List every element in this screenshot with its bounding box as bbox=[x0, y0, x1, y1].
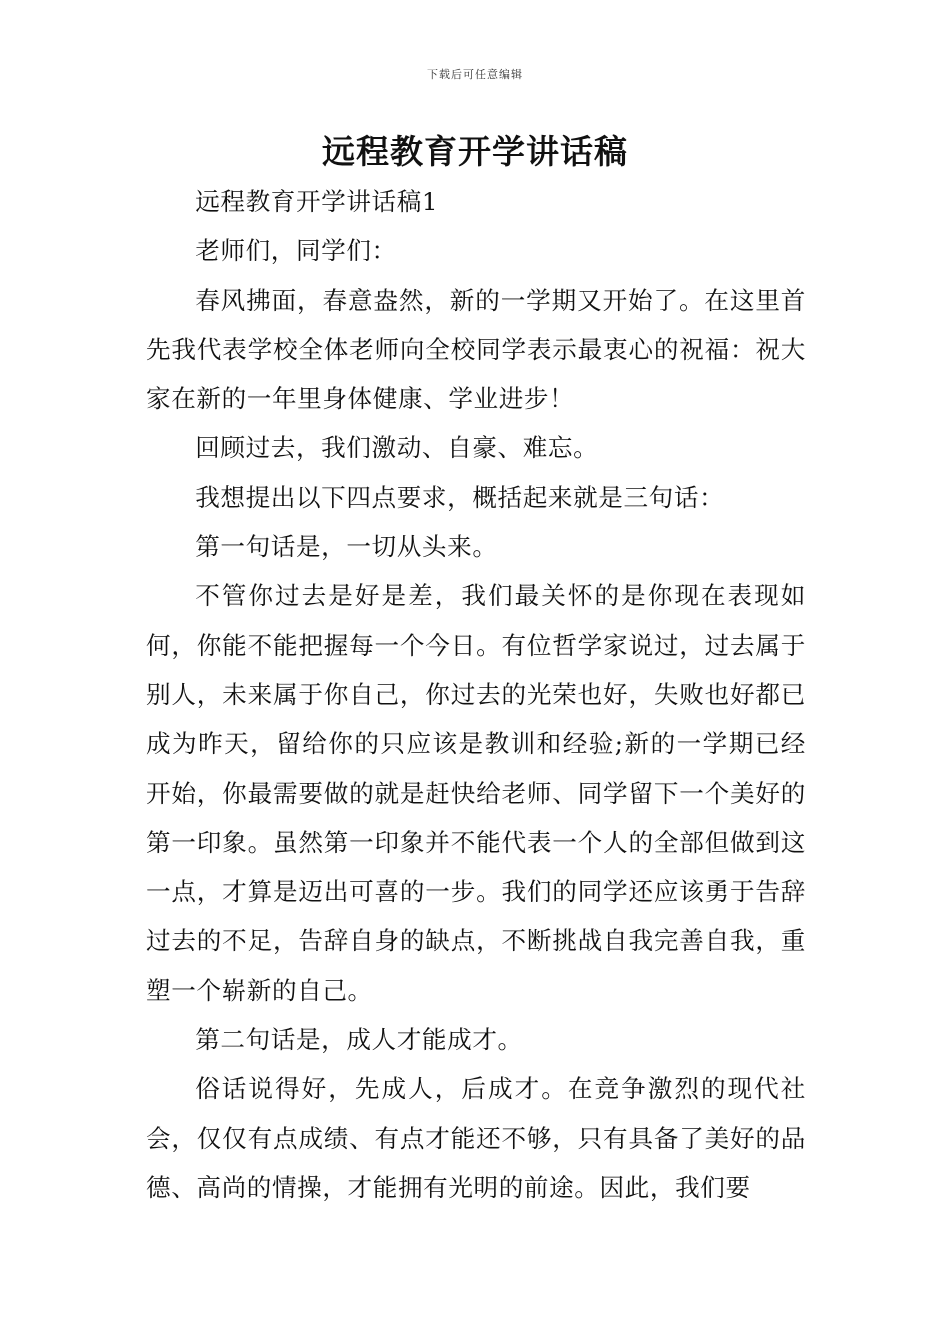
paragraph: 俗话说得好，先成人，后成才。在竞争激烈的现代社会，仅仅有点成绩、有点才能还不够，只有具备了美好的品德、高尚的情操，才能拥有光明的前途。因此，我们要 bbox=[146, 1074, 806, 1202]
paragraph-heading-2: 第二句话是，成人才能成才。 bbox=[195, 1025, 523, 1055]
paragraph: 我想提出以下四点要求，概括起来就是三句话： bbox=[195, 482, 725, 512]
paragraph: 春风拂面，春意盎然，新的一学期又开始了。在这里首先我代表学校全体老师向全校同学表示最衷心的祝福：祝大家在新的一年里身体健康、学业进步！ bbox=[146, 285, 806, 414]
document-title: 远程教育开学讲话稿 bbox=[322, 132, 628, 171]
paragraph-heading-1: 第一句话是，一切从头来。 bbox=[195, 532, 498, 562]
header-note: 下载后可任意编辑 bbox=[427, 68, 523, 81]
document-body bbox=[146, 177, 806, 1212]
paragraph-greeting: 老师们，同学们： bbox=[195, 236, 397, 266]
paragraph: 不管你过去是好是差，我们最关怀的是你现在表现如何，你能不能把握每一个今日。有位哲学家说过，过去属于别人，未来属于你自己，你过去的光荣也好，失败也好都已成为昨天，留给你的只应该是教训和经验;新的一学期已经开始，你最需要做的就是赶快给老师、同学留下一个美好的第一印象。虽然第一印象并不能代表一个人的全部但做到这一点，才算是迈出可喜的一步。我们的同学还应该勇于告辞过去的不足，告辞自身的缺点，不断挑战自我完善自我，重塑一个崭新的自己。 bbox=[146, 581, 806, 1005]
paragraph: 回顾过去，我们激动、自豪、难忘。 bbox=[195, 433, 599, 463]
paragraph-subtitle: 远程教育开学讲话稿1 bbox=[195, 187, 439, 216]
